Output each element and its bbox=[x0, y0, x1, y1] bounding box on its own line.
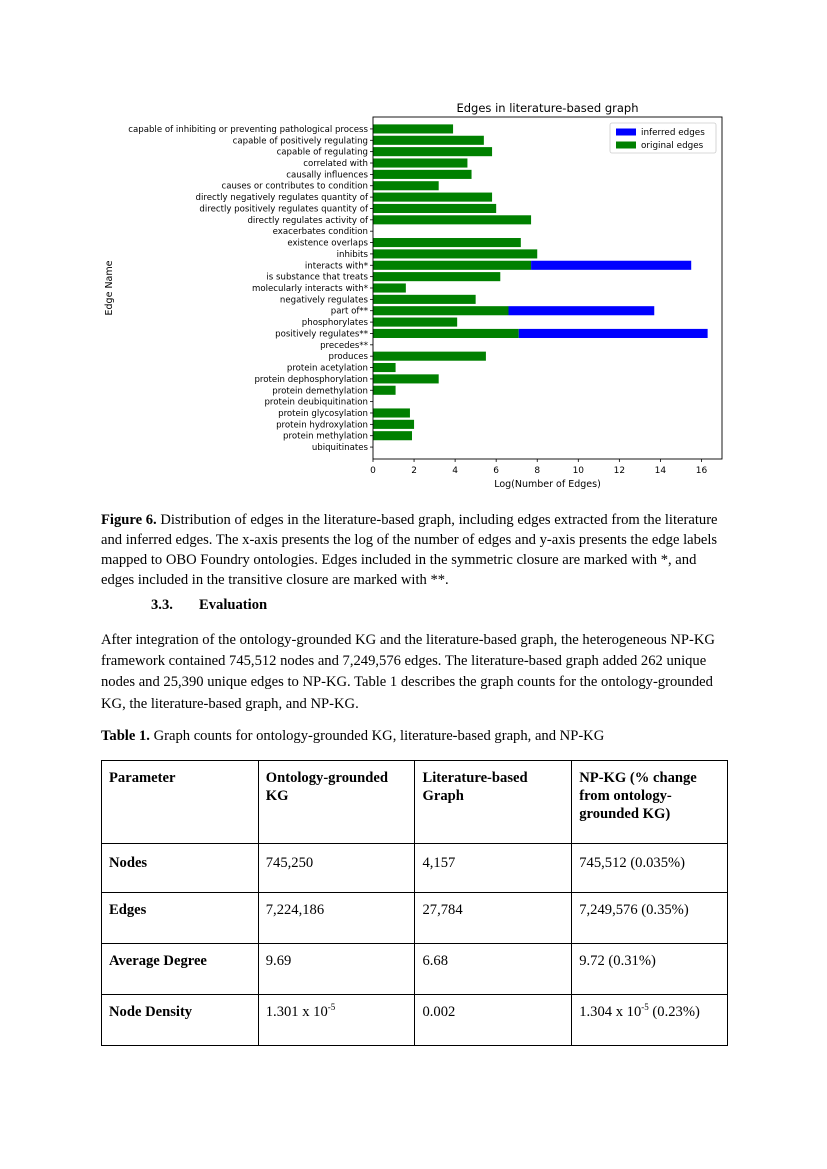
table-row bbox=[102, 944, 728, 995]
x-tick-label: 0 bbox=[370, 466, 376, 476]
bar-original-edges bbox=[373, 318, 457, 327]
y-tick-label: protein hydroxylation bbox=[276, 420, 368, 431]
x-tick-label: 12 bbox=[613, 466, 626, 476]
y-tick-label: ubiquitinates bbox=[311, 443, 368, 454]
legend-label: original edges bbox=[641, 141, 704, 151]
bar-original-edges bbox=[373, 181, 439, 190]
y-tick-label: positively regulates** bbox=[275, 329, 368, 340]
legend-label: inferred edges bbox=[641, 128, 705, 138]
y-tick-label: interacts with* bbox=[304, 261, 368, 272]
y-tick-label: negatively regulates bbox=[279, 295, 368, 306]
bar-original-edges bbox=[373, 193, 492, 202]
cell-value: 7,249,576 (0.35%) bbox=[572, 893, 728, 944]
bar-original-edges bbox=[373, 306, 508, 315]
row-label-nodes: Nodes bbox=[102, 844, 259, 893]
x-tick-label: 16 bbox=[695, 466, 708, 476]
bar-original-edges bbox=[373, 431, 412, 440]
y-tick-label: phosphorylates bbox=[301, 318, 368, 329]
section-title: Evaluation bbox=[199, 597, 268, 613]
y-tick-label: inhibits bbox=[336, 249, 368, 260]
y-tick-label: causally influences bbox=[286, 170, 368, 181]
figure-caption bbox=[101, 510, 727, 590]
bar-original-edges bbox=[373, 124, 453, 133]
x-tick-label: 14 bbox=[654, 466, 667, 476]
bar-original-edges bbox=[373, 374, 439, 383]
bar-original-edges bbox=[373, 170, 472, 179]
y-tick-label: protein glycosylation bbox=[278, 408, 368, 419]
chart-title: Edges in literature-based graph bbox=[456, 101, 639, 115]
bar-original-edges bbox=[373, 283, 406, 292]
table-caption bbox=[101, 726, 727, 746]
bar-original-edges bbox=[373, 249, 537, 258]
row-label-average-degree: Average Degree bbox=[102, 944, 259, 995]
density-base: 1.304 x 10 bbox=[579, 1004, 642, 1020]
y-tick-label: protein dephosphorylation bbox=[254, 374, 368, 385]
cell-value: 27,784 bbox=[415, 893, 572, 944]
table-header-row bbox=[102, 761, 728, 844]
bar-original-edges bbox=[373, 147, 492, 156]
legend-swatch bbox=[616, 129, 636, 136]
x-axis-label: Log(Number of Edges) bbox=[494, 479, 601, 490]
bar-original-edges bbox=[373, 261, 531, 270]
bar-original-edges bbox=[373, 136, 484, 145]
x-tick-label: 10 bbox=[572, 466, 585, 476]
density-change: (0.23%) bbox=[648, 1004, 700, 1020]
bar-original-edges bbox=[373, 158, 467, 167]
table-row bbox=[102, 844, 728, 893]
x-tick-label: 6 bbox=[493, 466, 500, 476]
bar-original-edges bbox=[373, 272, 500, 281]
y-tick-label: directly positively regulates quantity of bbox=[199, 204, 368, 215]
graph-counts-table bbox=[101, 760, 728, 1046]
density-exponent: -5 bbox=[327, 1002, 336, 1013]
evaluation-paragraph: After integration of the ontology-grounded KG and the literature-based graph, the heterogeneous NP-KG framework contained 745,512 nodes and 7,249,576 edges. The literature-based graph added 262 unique nodes and 25,390 unique edges to NP-KG. Table 1 describes the graph counts for the ontology-grounded KG, the literature-based graph, and NP-KG. bbox=[101, 632, 715, 712]
table-row bbox=[102, 893, 728, 944]
y-axis-label: Edge Name bbox=[104, 260, 115, 316]
y-tick-label: directly regulates activity of bbox=[247, 215, 368, 226]
y-tick-label: capable of positively regulating bbox=[232, 136, 368, 147]
cell-value: 745,250 bbox=[258, 844, 415, 893]
cell-value: 745,512 (0.035%) bbox=[572, 844, 728, 893]
y-tick-label: precedes** bbox=[320, 340, 368, 351]
bar-original-edges bbox=[373, 215, 531, 224]
y-tick-label: part of** bbox=[330, 306, 368, 317]
bar-original-edges bbox=[373, 204, 496, 213]
row-label-edges: Edges bbox=[102, 893, 259, 944]
edges-bar-chart bbox=[100, 100, 730, 495]
y-tick-label: exacerbates condition bbox=[272, 227, 368, 238]
header-literature-based-graph: Literature-based Graph bbox=[415, 761, 572, 844]
table-caption-text: Graph counts for ontology-grounded KG, literature-based graph, and NP-KG bbox=[149, 728, 605, 744]
y-tick-label: correlated with bbox=[303, 159, 368, 170]
density-base: 1.301 x 10 bbox=[265, 1004, 328, 1020]
header-ontology-grounded-kg: Ontology-grounded KG bbox=[258, 761, 415, 844]
cell-value: 7,224,186 bbox=[258, 893, 415, 944]
y-tick-label: is substance that treats bbox=[266, 272, 368, 283]
x-tick-label: 8 bbox=[534, 466, 541, 476]
cell-value: 9.72 (0.31%) bbox=[572, 944, 728, 995]
x-tick-label: 2 bbox=[411, 466, 417, 476]
table-caption-label: Table 1. bbox=[101, 728, 150, 744]
y-tick-label: protein demethylation bbox=[272, 386, 368, 397]
cell-value: 0.002 bbox=[415, 995, 572, 1046]
row-label-node-density: Node Density bbox=[102, 995, 259, 1046]
density-exponent: -5 bbox=[641, 1002, 649, 1013]
plot-frame bbox=[373, 117, 722, 459]
bar-original-edges bbox=[373, 420, 414, 429]
y-tick-label: causes or contributes to condition bbox=[221, 181, 368, 192]
cell-value bbox=[572, 995, 728, 1046]
header-parameter: Parameter bbox=[102, 761, 259, 844]
bar-inferred-edges bbox=[531, 261, 691, 270]
section-heading bbox=[151, 597, 267, 614]
x-tick-label: 4 bbox=[452, 466, 458, 476]
legend-swatch bbox=[616, 142, 636, 149]
bar-original-edges bbox=[373, 386, 396, 395]
y-tick-label: protein acetylation bbox=[286, 363, 368, 374]
y-tick-label: protein methylation bbox=[283, 431, 368, 442]
header-np-kg: NP-KG (% change from ontology-grounded KG) bbox=[572, 761, 728, 844]
figure-caption-text: Distribution of edges in the literature-based graph, including edges extracted from the literature and inferred edges. The x-axis presents the log of the number of edges and y-axis presents the edge labels mapped to OBO Foundry ontologies. Edges included in the symmetric closure are marked with *, and edges included in the transitive closure are marked with **. bbox=[101, 512, 718, 588]
section-number: 3.3. bbox=[151, 597, 173, 613]
bar-original-edges bbox=[373, 295, 476, 304]
y-tick-label: capable of inhibiting or preventing pathological process bbox=[128, 124, 368, 135]
y-tick-label: directly negatively regulates quantity of bbox=[195, 193, 368, 204]
bar-original-edges bbox=[373, 238, 521, 247]
bar-inferred-edges bbox=[508, 306, 654, 315]
cell-value: 4,157 bbox=[415, 844, 572, 893]
y-tick-label: capable of regulating bbox=[276, 147, 368, 158]
y-tick-label: produces bbox=[328, 352, 368, 363]
bar-original-edges bbox=[373, 329, 519, 338]
bar-original-edges bbox=[373, 408, 410, 417]
cell-value: 9.69 bbox=[258, 944, 415, 995]
cell-value: 6.68 bbox=[415, 944, 572, 995]
cell-value bbox=[258, 995, 415, 1046]
figure-caption-label: Figure 6. bbox=[101, 512, 157, 528]
bar-inferred-edges bbox=[519, 329, 708, 338]
table-row bbox=[102, 995, 728, 1046]
y-tick-label: existence overlaps bbox=[287, 238, 368, 249]
y-tick-label: molecularly interacts with* bbox=[252, 284, 368, 294]
bar-original-edges bbox=[373, 352, 486, 361]
bar-original-edges bbox=[373, 363, 396, 372]
y-tick-label: protein deubiquitination bbox=[264, 397, 368, 408]
